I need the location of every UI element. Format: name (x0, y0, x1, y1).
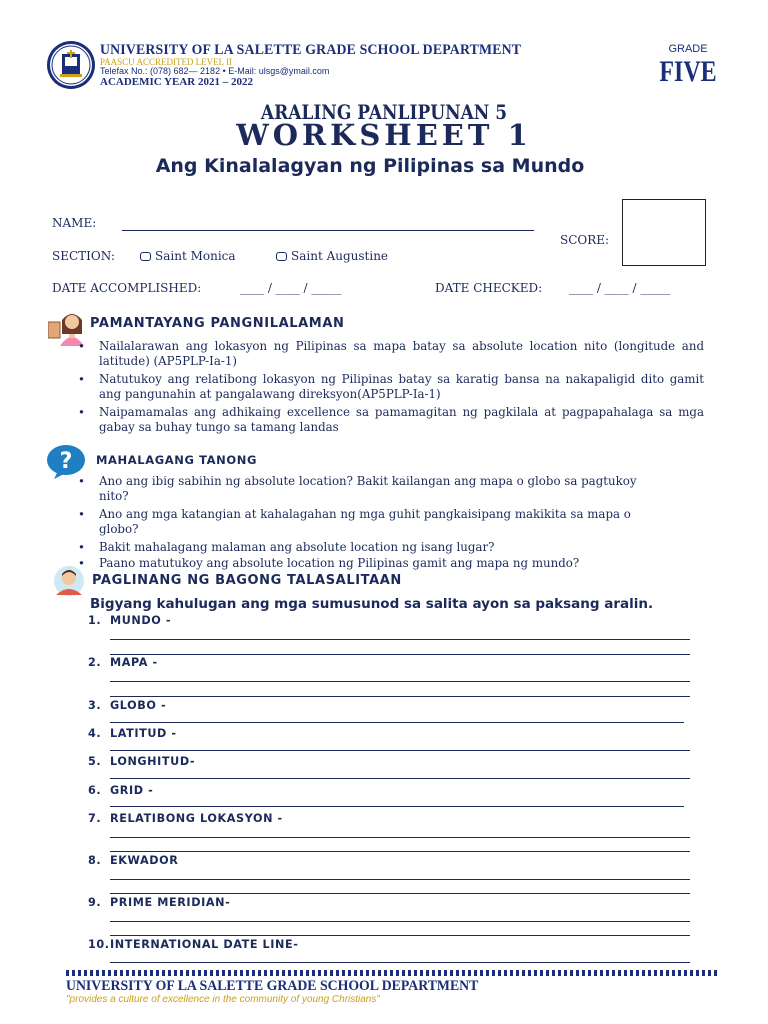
vocab-term: EKWADOR (110, 854, 179, 867)
checkbox-icon[interactable] (276, 252, 287, 261)
date-checked-field[interactable]: ____ / ____ / _____ (569, 281, 671, 295)
answer-line[interactable] (110, 722, 684, 723)
date-checked-label: DATE CHECKED: (435, 281, 543, 295)
worksheet-title: WORKSHEET 1 (236, 118, 532, 152)
tanong-heading: MAHALAGANG TANONG (96, 453, 258, 467)
vocab-term: RELATIBONG LOKASYON - (110, 812, 283, 825)
answer-line[interactable] (110, 935, 690, 936)
answer-line[interactable] (110, 893, 690, 894)
vocab-number: 8. (88, 854, 102, 867)
answer-line[interactable] (110, 921, 690, 922)
vocab-item-globo (88, 699, 692, 712)
answer-line[interactable] (110, 696, 690, 697)
answer-line[interactable] (110, 851, 690, 852)
name-field[interactable] (122, 230, 534, 231)
section-option-label: Saint Augustine (291, 249, 389, 263)
list-item: • Nailalarawan ang lokasyon ng Pilipinas sa mapa batay sa absolute location nito (longitude and latitude) (AP5PLP-Ia-1) (76, 339, 704, 369)
section-option-saint-augustine[interactable] (276, 249, 388, 263)
pamantayan-heading: PAMANTAYANG PANGNILALAMAN (90, 316, 345, 331)
vocab-number: 9. (88, 896, 102, 909)
vocab-item-longhitud (88, 755, 692, 768)
topic-title: Ang Kinalalagyan ng Pilipinas sa Mundo (155, 155, 585, 177)
vocab-item-mundo (88, 614, 692, 627)
vocab-number: 6. (88, 784, 102, 797)
vocab-term: LATITUD - (110, 727, 177, 740)
subject-title: ARALING PANLIPUNAN 5 (260, 100, 508, 124)
school-logo (46, 40, 96, 90)
grade-label: GRADE (668, 43, 708, 55)
vocab-term: MAPA - (110, 656, 158, 669)
vocab-item-ekwador (88, 854, 692, 867)
vocab-term: GRID - (110, 784, 154, 797)
student-avatar-icon (50, 565, 88, 597)
answer-line[interactable] (110, 750, 690, 751)
section-label: SECTION: (52, 249, 115, 263)
vocab-item-relatibong-lokasyon (88, 812, 692, 825)
list-item: • Ano ang ibig sabihin ng absolute location? Bakit kailangan ang mapa o globo sa pagtukoy nito? (76, 474, 666, 504)
section-option-saint-monica[interactable] (140, 249, 236, 263)
vocab-term: LONGHITUD- (110, 755, 196, 768)
vocab-number: 2. (88, 656, 102, 669)
date-accomplished-field[interactable]: ____ / ____ / _____ (240, 281, 342, 295)
vocab-item-prime-meridian (88, 896, 692, 909)
contact-info: Telefax No.: (078) 682— 2182 • E-Mail: ulsgs@ymail.com (100, 66, 330, 76)
talasalitaan-heading: PAGLINANG NG BAGONG TALASALITAAN (92, 573, 402, 588)
school-name: UNIVERSITY OF LA SALETTE GRADE SCHOOL DEPARTMENT (100, 42, 522, 58)
vocab-term: MUNDO - (110, 614, 172, 627)
answer-line[interactable] (110, 639, 690, 640)
answer-line[interactable] (110, 962, 690, 963)
vocab-item-grid (88, 784, 692, 797)
vocab-number: 10. (88, 938, 110, 951)
answer-line[interactable] (110, 806, 684, 807)
answer-line[interactable] (110, 681, 690, 682)
date-accomplished-label: DATE ACCOMPLISHED: (52, 281, 202, 295)
list-item: • Naipamamalas ang adhikaing excellence sa pamamagitan ng pagkilala at pagpapahalaga sa mga gabay sa buhay tungo sa tamang landas (76, 405, 704, 435)
section-option-label: Saint Monica (155, 249, 236, 263)
answer-line[interactable] (110, 778, 690, 779)
list-item: • Paano matutukoy ang absolute location ng Pilipinas gamit ang mapa ng mundo? (76, 556, 666, 571)
answer-line[interactable] (110, 837, 690, 838)
svg-text:?: ? (59, 449, 73, 474)
score-box[interactable] (622, 199, 706, 266)
vocab-term: GLOBO - (110, 699, 167, 712)
footer-divider (66, 970, 720, 976)
accreditation-text: PAASCU ACCREDITED LEVEL II (100, 57, 233, 67)
vocab-number: 7. (88, 812, 102, 825)
footer-tagline: "provides a culture of excellence in the community of young Christians" (66, 994, 380, 1005)
checkbox-icon[interactable] (140, 252, 151, 261)
vocab-item-international-date-line (88, 938, 692, 951)
answer-line[interactable] (110, 654, 690, 655)
vocab-term: PRIME MERIDIAN- (110, 896, 231, 909)
vocab-number: 4. (88, 727, 102, 740)
vocab-item-mapa (88, 656, 692, 669)
tanong-list (76, 474, 666, 574)
vocab-number: 1. (88, 614, 102, 627)
vocab-item-latitud (88, 727, 692, 740)
list-item: • Bakit mahalagang malaman ang absolute location ng isang lugar? (76, 540, 666, 555)
vocab-number: 3. (88, 699, 102, 712)
name-label: NAME: (52, 216, 97, 230)
list-item: • Natutukoy ang relatibong lokasyon ng Pilipinas batay sa karatig bansa na nakapaligid dito gamit ang pangunahin at pangalawang direksyon(AP5PLP-Ia-1) (76, 372, 704, 402)
answer-line[interactable] (110, 879, 690, 880)
footer-school-name: UNIVERSITY OF LA SALETTE GRADE SCHOOL DEPARTMENT (66, 978, 479, 994)
list-item: • Ano ang mga katangian at kahalagahan ng mga guhit pangkaisipang makikita sa mapa o globo? (76, 507, 666, 537)
talasalitaan-instruction: Bigyang kahulugan ang mga sumusunod sa salita ayon sa paksang aralin. (90, 596, 654, 612)
pamantayan-list (76, 339, 704, 438)
academic-year: ACADEMIC YEAR 2021 – 2022 (100, 76, 253, 88)
vocab-term: INTERNATIONAL DATE LINE- (110, 938, 299, 951)
vocab-number: 5. (88, 755, 102, 768)
grade-value: FIVE (659, 55, 717, 88)
score-label: SCORE: (560, 233, 610, 247)
